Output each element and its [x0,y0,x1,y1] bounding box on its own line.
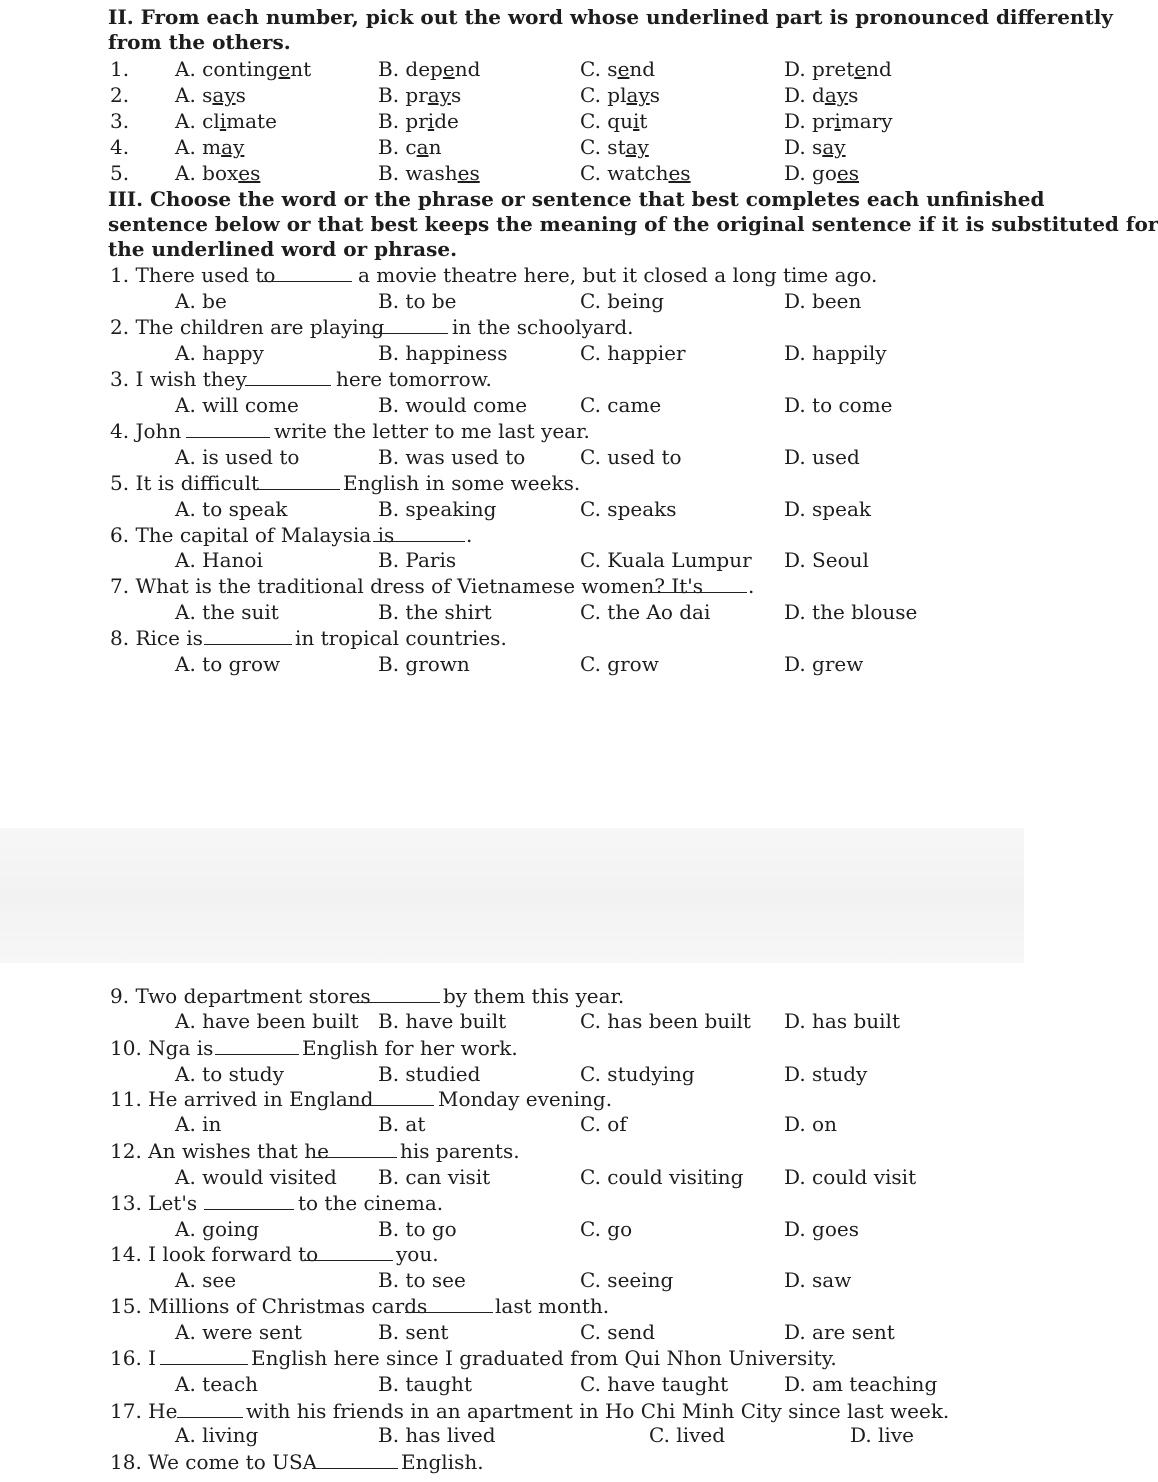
question-stem [0,1398,1024,1424]
question-stem [0,366,1024,392]
answer-option-c[interactable]: C. came [580,393,662,417]
answer-blank[interactable] [204,627,292,645]
question-stem [0,262,1024,288]
question-text: 8. Rice is [110,626,203,650]
answer-option-a[interactable]: A. have been built [175,1009,359,1033]
answer-option-d[interactable]: D. say [784,135,846,159]
answer-option-c[interactable]: C. have taught [580,1372,729,1396]
answer-option-c[interactable]: C. Kuala Lumpur [580,548,752,572]
question-text-after-blank: English. [401,1450,484,1474]
answer-options-row [0,340,1024,366]
underlined-part: e [854,57,867,81]
question-text: 5. It is difficult [110,471,260,495]
answer-blank[interactable] [262,264,352,282]
answer-option-a[interactable]: A. living [175,1423,259,1447]
answer-option-d[interactable]: D. are sent [784,1320,895,1344]
question-text: 13. Let's [110,1191,198,1215]
answer-options-row [0,1319,1024,1345]
answer-option-c[interactable]: C. go [580,1217,633,1241]
question-text: 3. I wish they [110,367,247,391]
question-text-after-blank: here tomorrow. [336,367,492,391]
section-2-heading: II. From each number, pick out the word whose underlined part is pronounced differently [108,5,1113,29]
answer-blank[interactable] [186,420,270,438]
question-stem [0,1086,1024,1112]
page-break-gap [0,828,1024,963]
answer-option-c[interactable]: C. grow [580,652,659,676]
answer-option-d[interactable]: D. pretend [784,57,892,81]
answer-option-d[interactable]: D. speak [784,497,871,521]
question-text: 16. I [110,1346,157,1370]
question-text-after-blank: . [748,574,755,598]
answer-option-a[interactable]: A. contingent [175,57,312,81]
answer-option-b[interactable]: B. has lived [378,1423,496,1447]
question-text-after-blank: . [466,523,473,547]
underlined-part: es [238,161,261,185]
answer-option-d[interactable]: D. am teaching [784,1372,938,1396]
question-text-after-blank: English for her work. [302,1036,518,1060]
section-3-heading: III. Choose the word or the phrase or sentence that best completes each unfinished [108,187,1045,211]
question-stem [0,418,1024,444]
answer-option-d[interactable]: D. study [784,1062,868,1086]
question-stem [0,1345,1024,1371]
underlined-part: ay [824,83,849,107]
answer-option-d[interactable]: D. goes [784,1217,859,1241]
answer-options-row [0,496,1024,522]
question-stem [0,1293,1024,1319]
question-text: 4. John [110,419,182,443]
pronunciation-row [0,82,1024,108]
question-text-after-blank: a movie theatre here, but it closed a long time ago. [358,263,878,287]
underlined-part: ay [221,135,245,159]
question-number: 2. [110,83,130,107]
answer-option-c[interactable]: C. send [580,1320,656,1344]
underlined-part: e [278,57,291,81]
pronunciation-row [0,56,1024,82]
answer-option-b[interactable]: B. at [378,1112,426,1136]
question-text: 17. He [110,1399,178,1423]
question-text-after-blank: Monday evening. [438,1087,613,1111]
answer-blank[interactable] [314,1451,398,1469]
answer-option-b[interactable]: B. the shirt [378,600,492,624]
answer-option-b[interactable]: B. washes [378,161,480,185]
question-stem [0,1449,1024,1475]
answer-option-a[interactable]: A. Hanoi [175,548,263,572]
answer-options-row [0,1422,1024,1448]
answer-option-d[interactable]: D. grew [784,652,864,676]
question-text-after-blank: in the schoolyard. [452,315,634,339]
question-text: 1. There used to [110,263,276,287]
question-text-after-blank: by them this year. [443,984,625,1008]
answer-blank[interactable] [177,1400,243,1418]
answer-options-row [0,1061,1024,1087]
answer-option-a[interactable]: A. in [175,1112,222,1136]
answer-option-a[interactable]: A. may [175,135,245,159]
answer-options-row [0,1111,1024,1137]
answer-option-b[interactable]: B. Paris [378,548,457,572]
answer-option-d[interactable]: D. happily [784,341,887,365]
question-text: 15. Millions of Christmas cards [110,1294,428,1318]
answer-blank[interactable] [313,1140,397,1158]
answer-option-d[interactable]: D. saw [784,1268,852,1292]
answer-blank[interactable] [649,575,747,593]
answer-option-d[interactable]: D. goes [784,161,859,185]
answer-options-row [0,1216,1024,1242]
answer-option-a[interactable]: A. is used to [175,445,300,469]
answer-options-row [0,444,1024,470]
answer-option-a[interactable]: A. be [175,289,227,313]
answer-option-b[interactable]: B. pride [378,109,459,133]
answer-option-c[interactable]: C. used to [580,445,682,469]
question-text: 12. An wishes that he [110,1139,329,1163]
question-text-after-blank: you. [396,1242,439,1266]
pronunciation-row [0,160,1024,186]
question-stem [0,1138,1024,1164]
answer-option-c[interactable]: C. has been built [580,1009,751,1033]
question-text: 9. Two department stores [110,984,371,1008]
question-text-after-blank: English in some weeks. [343,471,581,495]
underlined-part: ay [427,83,452,107]
underlined-part: ay [626,83,650,107]
answer-option-a[interactable]: A. will come [175,393,299,417]
answer-option-a[interactable]: A. boxes [175,161,261,185]
answer-option-c[interactable]: C. stay [580,135,649,159]
question-stem [0,1035,1024,1061]
answer-option-a[interactable]: A. happy [175,341,264,365]
question-text: 10. Nga is [110,1036,214,1060]
section-3-heading-cont: sentence below or that best keeps the meaning of the original sentence if it is substituted for [108,212,1158,236]
answer-blank[interactable] [373,524,465,542]
answer-option-d[interactable]: D. could visit [784,1165,917,1189]
answer-option-a[interactable]: A. to grow [175,652,281,676]
answer-options-row [0,651,1024,677]
question-number: 1. [110,57,130,81]
answer-option-d[interactable]: D. primary [784,109,893,133]
underlined-part: ay [822,135,846,159]
question-text-after-blank: last month. [495,1294,610,1318]
answer-option-b[interactable]: B. studied [378,1062,481,1086]
question-number: 5. [110,161,130,185]
answer-option-c[interactable]: C. send [580,57,656,81]
answer-option-b[interactable]: B. depend [378,57,481,81]
question-stem [0,573,1024,599]
answer-option-b[interactable]: B. speaking [378,497,497,521]
pronunciation-row [0,134,1024,160]
question-stem [0,1190,1024,1216]
question-stem [0,625,1024,651]
answer-options-row [0,392,1024,418]
answer-option-a[interactable]: A. says [175,83,246,107]
answer-option-a[interactable]: A. were sent [175,1320,302,1344]
answer-option-a[interactable]: A. would visited [175,1165,337,1189]
question-text-after-blank: to the cinema. [298,1191,444,1215]
answer-option-b[interactable]: B. can [378,135,442,159]
underlined-part: i [427,109,435,133]
question-number: 3. [110,109,130,133]
answer-option-d[interactable]: D. live [850,1423,914,1447]
answer-blank[interactable] [245,368,331,386]
answer-option-c[interactable]: C. lived [649,1423,726,1447]
answer-option-c[interactable]: C. could visiting [580,1165,744,1189]
question-text: 2. The children are playing [110,315,385,339]
answer-blank[interactable] [356,985,440,1003]
question-text: 6. The capital of Malaysia is [110,523,395,547]
question-text-after-blank: with his friends in an apartment in Ho Chi Minh City since last week. [246,1399,950,1423]
answer-options-row [0,547,1024,573]
answer-option-b[interactable]: B. to go [378,1217,457,1241]
answer-option-c[interactable]: C. happier [580,341,686,365]
answer-option-d[interactable]: D. to come [784,393,893,417]
answer-option-d[interactable]: D. the blouse [784,600,918,624]
answer-blank[interactable] [215,1037,299,1055]
underlined-part: a [416,135,429,159]
question-text: 18. We come to USA [110,1450,318,1474]
section-3-heading-cont2: the underlined word or phrase. [108,237,458,261]
question-text: 14. I look forward to [110,1242,319,1266]
question-stem [0,522,1024,548]
question-number: 4. [110,135,130,159]
answer-option-c[interactable]: C. plays [580,83,661,107]
answer-options-row [0,1008,1024,1034]
question-text: 7. What is the traditional dress of Vietnamese women? It's [110,574,704,598]
underlined-part: i [834,109,841,133]
underlined-part: es [836,161,859,185]
answer-blank[interactable] [405,1295,493,1313]
question-text-after-blank: write the letter to me last year. [274,419,590,443]
pronunciation-row [0,108,1024,134]
answer-option-c[interactable]: C. speaks [580,497,677,521]
answer-options-row [0,1164,1024,1190]
answer-blank[interactable] [204,1192,294,1210]
answer-option-d[interactable]: D. has built [784,1009,900,1033]
underlined-part: ay [212,83,236,107]
answer-option-b[interactable]: B. taught [378,1372,472,1396]
underlined-part: e [617,57,630,81]
answer-options-row [0,599,1024,625]
answer-option-b[interactable]: B. happiness [378,341,508,365]
answer-option-c[interactable]: C. studying [580,1062,695,1086]
answer-option-b[interactable]: B. was used to [378,445,526,469]
answer-option-d[interactable]: D. Seoul [784,548,869,572]
question-text-after-blank: in tropical countries. [295,626,507,650]
underlined-part: i [219,109,227,133]
answer-option-c[interactable]: C. being [580,289,665,313]
answer-blank[interactable] [371,316,448,334]
underlined-part: i [633,109,640,133]
answer-option-b[interactable]: B. would come [378,393,528,417]
question-stem [0,470,1024,496]
answer-option-b[interactable]: B. to see [378,1268,466,1292]
underlined-part: es [668,161,691,185]
answer-option-a[interactable]: A. see [175,1268,237,1292]
answer-blank[interactable] [305,1243,393,1261]
answer-options-row [0,1371,1024,1397]
underlined-part: e [442,57,455,81]
answer-option-d[interactable]: D. on [784,1112,837,1136]
answer-option-a[interactable]: A. climate [175,109,277,133]
underlined-part: es [457,161,480,185]
answer-option-c[interactable]: C. quit [580,109,648,133]
answer-option-c[interactable]: C. watches [580,161,691,185]
answer-option-d[interactable]: D. used [784,445,860,469]
answer-option-b[interactable]: B. to be [378,289,457,313]
answer-blank[interactable] [256,472,340,490]
answer-option-c[interactable]: C. of [580,1112,627,1136]
question-stem [0,983,1024,1009]
answer-option-b[interactable]: B. grown [378,652,470,676]
answer-option-a[interactable]: A. to speak [175,497,288,521]
answer-blank[interactable] [344,1088,434,1106]
question-text-after-blank: English here since I graduated from Qui Nhon University. [251,1346,837,1370]
answer-option-b[interactable]: B. sent [378,1320,449,1344]
answer-option-b[interactable]: B. prays [378,83,462,107]
answer-option-a[interactable]: A. to study [175,1062,284,1086]
answer-option-b[interactable]: B. can visit [378,1165,491,1189]
question-text: 11. He arrived in England [110,1087,374,1111]
question-text-after-blank: his parents. [400,1139,520,1163]
answer-option-c[interactable]: C. seeing [580,1268,674,1292]
underlined-part: ay [625,135,649,159]
answer-option-a[interactable]: A. going [175,1217,260,1241]
question-stem [0,1241,1024,1267]
answer-option-b[interactable]: B. have built [378,1009,507,1033]
answer-option-a[interactable]: A. teach [175,1372,259,1396]
answer-option-a[interactable]: A. the suit [175,600,279,624]
answer-option-d[interactable]: D. been [784,289,862,313]
section-2-heading-cont: from the others. [108,30,291,54]
answer-options-row [0,288,1024,314]
answer-option-c[interactable]: C. the Ao dai [580,600,711,624]
answer-options-row [0,1267,1024,1293]
answer-blank[interactable] [160,1347,248,1365]
question-stem [0,314,1024,340]
answer-option-d[interactable]: D. days [784,83,859,107]
